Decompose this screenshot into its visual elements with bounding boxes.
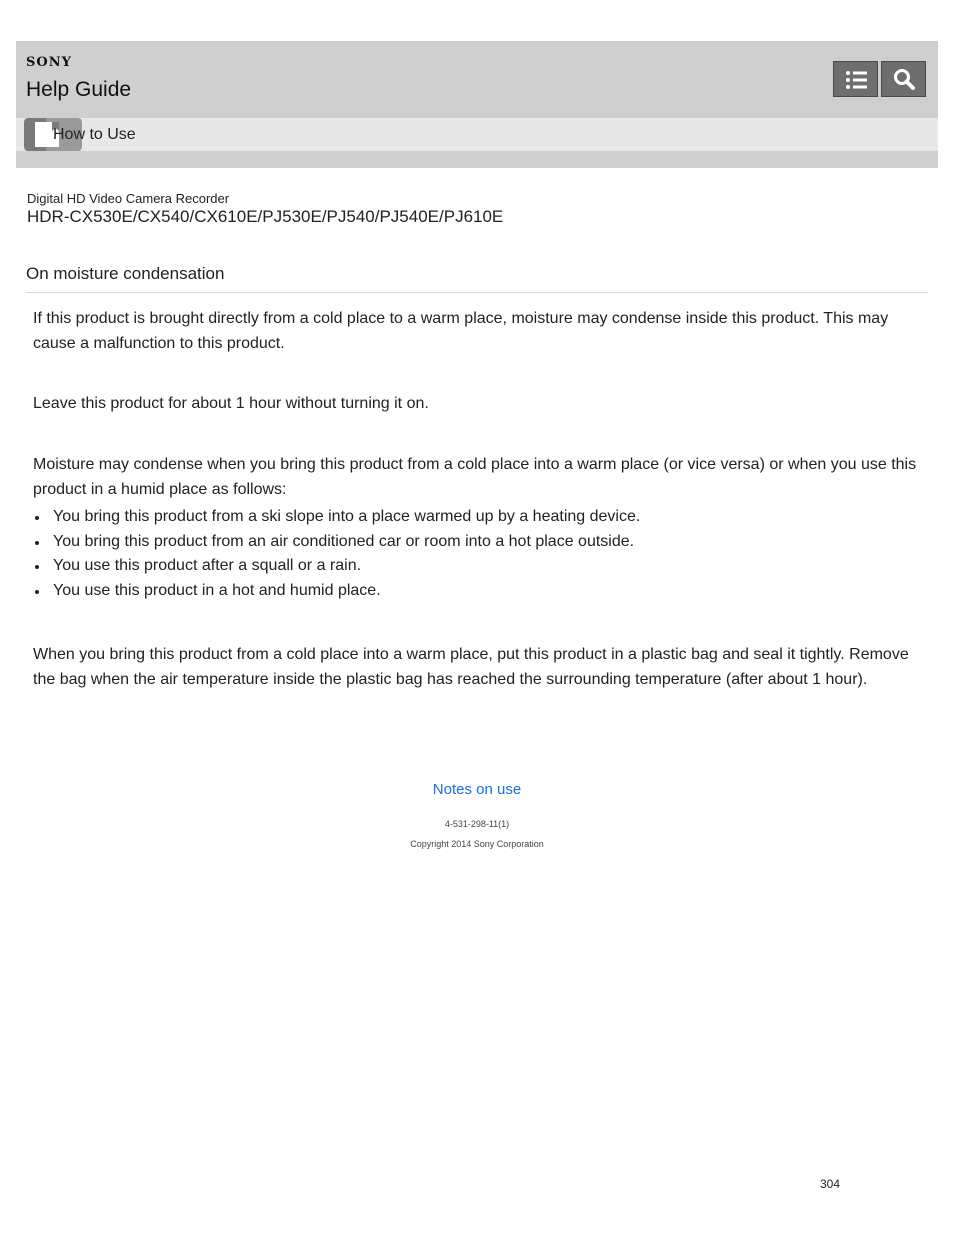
product-type: Digital HD Video Camera Recorder — [27, 191, 230, 206]
page-number: 304 — [820, 1177, 841, 1191]
bullet-icon — [35, 541, 39, 545]
help-guide-title: Help Guide — [26, 78, 132, 101]
list-item: You use this product in a hot and humid place. — [33, 579, 925, 604]
breadcrumb-how-to-use[interactable]: How to Use — [53, 126, 136, 143]
conditions-list — [33, 505, 925, 603]
search-button[interactable] — [881, 61, 926, 97]
product-model: HDR-CX530E/CX540/CX610E/PJ530E/PJ540/PJ540E/PJ610E — [27, 207, 504, 226]
list-item: You bring this product from a ski slope into a place warmed up by a heating device. — [33, 505, 925, 530]
page-title: On moisture condensation — [26, 264, 225, 283]
bullet-icon — [35, 516, 39, 520]
list-item: You bring this product from an air conditioned car or room into a hot place outside. — [33, 530, 925, 555]
paragraph-conditions: Moisture may condense when you bring this product from a cold place into a warm place (or vice versa) or when you use this product in a humid place as follows: — [33, 456, 917, 498]
paragraph-intro: If this product is brought directly from a cold place to a warm place, moisture may condense inside this product. This may cause a malfunction to this product. — [33, 310, 889, 352]
copyright: Copyright 2014 Sony Corporation — [410, 839, 544, 849]
paragraph-prevention: When you bring this product from a cold place into a warm place, put this product in a plastic bag and seal it tightly. Remove the bag when the air temperature inside the plastic bag has reached the surrounding temperature (after about 1 hour). — [33, 646, 909, 688]
sony-logo: SONY — [26, 55, 72, 70]
paragraph-remedy: Leave this product for about 1 hour without turning it on. — [33, 395, 429, 412]
list-item: You use this product after a squall or a rain. — [33, 554, 925, 579]
document-code: 4-531-298-11(1) — [444, 819, 510, 829]
list-icon — [834, 62, 879, 98]
bullet-icon — [35, 565, 39, 569]
toc-button[interactable] — [833, 61, 878, 97]
search-icon — [882, 62, 927, 98]
notes-on-use-link[interactable]: Notes on use — [432, 781, 522, 798]
header-bar — [16, 41, 938, 168]
title-divider — [26, 292, 928, 293]
breadcrumb-bar — [16, 118, 938, 151]
bullet-icon — [35, 590, 39, 594]
